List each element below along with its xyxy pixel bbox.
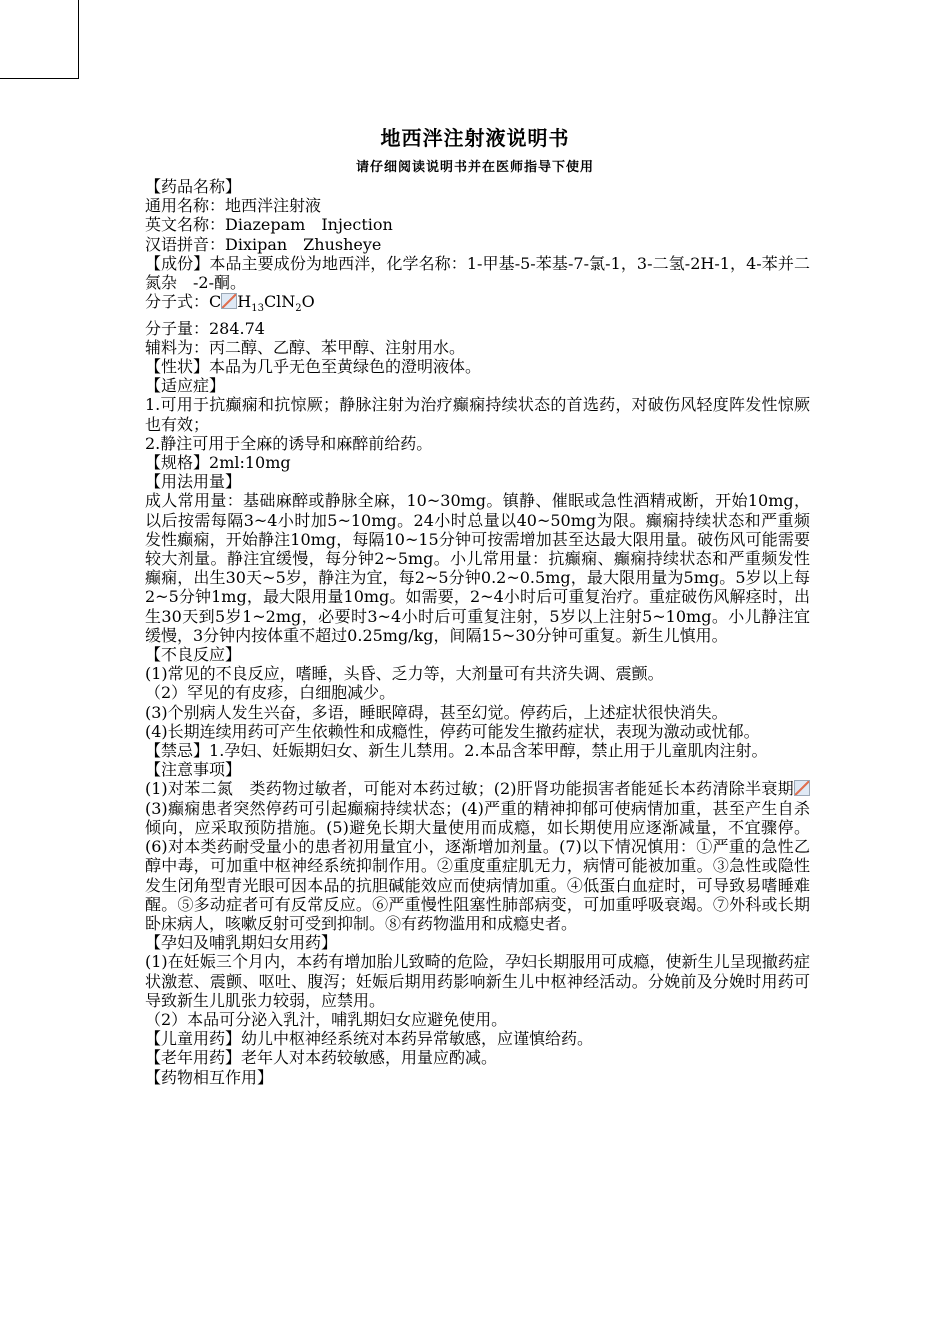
precautions-part-a: (1)对苯二氮 类药物过敏者，可能对本药过敏；(2)肝肾功能损害者能延长本药清除半衰期 — [145, 779, 794, 799]
elderly-label: 【老年用药】 — [145, 1048, 242, 1068]
excipients: 辅料为：丙二醇、乙醇、苯甲醇、注射用水。 — [145, 337, 466, 357]
elderly-text: 老年人对本药较敏感，用量应酌减。 — [241, 1048, 498, 1068]
adverse-item-2: （2）罕见的有皮疹，白细胞减少。 — [145, 683, 396, 703]
molecular-formula — [145, 292, 810, 318]
document-body — [145, 177, 810, 1087]
document-subtitle: 请仔细阅读说明书并在医师指导下使用 — [355, 160, 594, 175]
children-text: 幼儿中枢神经系统对本药异常敏感，应谨慎给药。 — [241, 1029, 594, 1049]
adverse-item-3: (3)个别病人发生兴奋，多语，睡眠障碍，甚至幻觉。停药后，上述症状很快消失。 — [145, 702, 728, 722]
character-text: 本品为几乎无色至黄绿色的澄明液体。 — [209, 357, 482, 377]
adverse-heading: 【不良反应】 — [145, 645, 242, 665]
adverse-item-4: (4)长期连续用药可产生依赖性和成瘾性，停药可能发生撤药症状，表现为激动或忧郁。 — [145, 721, 760, 741]
contraindications-paragraph — [145, 741, 810, 760]
formula-h-subscript: 13 — [251, 303, 264, 315]
interactions-heading: 【药物相互作用】 — [145, 1067, 274, 1087]
adverse-item-1: (1)常见的不良反应，嗜睡，头昏、乏力等，大剂量可有共济失调、震颤。 — [145, 664, 664, 684]
contraindications-text: 1.孕妇、妊娠期妇女、新生儿禁用。2.本品含苯甲醇，禁止用于儿童肌肉注射。 — [209, 741, 768, 761]
indications-heading: 【适应症】 — [145, 376, 226, 396]
composition-paragraph — [145, 254, 810, 292]
pregnancy-item-1: (1)在妊娠三个月内，本药有增加胎儿致畸的危险，孕妇长期服用可成瘾，使新生儿呈现撤药症状激惹、震颤、呕吐、腹泻；妊娠后期用药影响新生儿中枢神经活动。分娩前及分娩时用药可导致新生儿肌张力较弱，应禁用。 — [145, 952, 810, 1010]
formula-h: H — [237, 292, 252, 312]
indications-item-2: 2.静注可用于全麻的诱导和麻醉前给药。 — [145, 433, 433, 453]
corner-frame-box — [0, 0, 79, 79]
broken-image-icon — [794, 780, 810, 796]
pregnancy-heading: 【孕妇及哺乳期妇女用药】 — [145, 933, 338, 953]
pinyin-name: 汉语拼音：Dixipan Zhusheye — [145, 234, 382, 254]
specification-text: 2ml:10mg — [209, 453, 291, 473]
english-name: 英文名称：Diazepam Injection — [145, 215, 393, 235]
dosage-text: 成人常用量：基础麻醉或静脉全麻，10~30mg。镇静、催眠或急性酒精戒断，开始10mg，以后按需每隔3~4小时加5~10mg。24小时总量以40~50mg为限。癫痫持续状态和严重频发性癫痫，开始静注10mg，每隔10~15分钟可按需增加甚至达最大限用量。破伤风可能需要较大剂量。静注宜缓慢，每分钟2~5mg。小儿常用量：抗癫痫、癫痫持续状态和严重频发性癫痫，出生30天~5岁，静注为宜，每2~5分钟0.2~0.5mg，最大限用量为5mg。5岁以上每2~5分钟1mg，最大限用量10mg。如需要，2~4小时后可重复治疗。重症破伤风解痉时，出生30天到5岁1~2mg，必要时3~4小时后可重复注射，5岁以上注射5~10mg。小儿静注宜缓慢，3分钟内按体重不超过0.25mg/kg，间隔15~30分钟可重复。新生儿慎用。 — [145, 491, 810, 645]
drug-name-heading: 【药品名称】 — [145, 177, 242, 196]
precautions-heading: 【注意事项】 — [145, 760, 242, 780]
broken-image-icon — [221, 293, 237, 309]
molecular-weight: 分子量：284.74 — [145, 318, 265, 338]
children-paragraph — [145, 1029, 810, 1048]
character-paragraph — [145, 357, 810, 376]
character-label: 【性状】 — [145, 357, 210, 377]
dosage-heading: 【用法用量】 — [145, 472, 242, 492]
composition-text: 本品主要成份为地西泮，化学名称：1-甲基-5-苯基-7-氯-1，3-二氢-2H-1，4-苯并二氮杂 -2-酮。 — [145, 253, 810, 293]
indications-item-1: 1.可用于抗癫痫和抗惊厥；静脉注射为治疗癫痫持续状态的首选药，对破伤风轻度阵发性惊厥也有效； — [145, 395, 810, 434]
specification-paragraph — [145, 453, 810, 472]
composition-label: 【成份】 — [145, 253, 210, 273]
precautions-part-b: (3)癫痫患者突然停药可引起癫痫持续状态；(4)严重的精神抑郁可使病情加重，甚至产生自杀倾向，应采取预防措施。(5)避免长期大量使用而成瘾，如长期使用应逐渐减量，不宜骤停。(6)对本类药耐受量小的患者初用量宜小，逐渐增加剂量。(7)以下情况慎用：①严重的急性乙醇中毒，可加重中枢神经系统抑制作用。②重度重症肌无力，病情可能被加重。③急性或隐性发生闭角型青光眼可因本品的抗胆碱能效应而使病情加重。④低蛋白血症时，可导致易嗜睡难醒。⑤多动症者可有反常反应。⑥严重慢性阻塞性肺部病变，可加重呼吸衰竭。⑦外科或长期卧床病人，咳嗽反射可受到抑制。⑧有药物滥用和成瘾史者。 — [145, 798, 810, 933]
contraindications-label: 【禁忌】 — [145, 741, 210, 761]
specification-label: 【规格】 — [145, 453, 210, 473]
pregnancy-item-2: （2）本品可分泌入乳汁，哺乳期妇女应避免使用。 — [145, 1009, 508, 1029]
document-title: 地西泮注射液说明书 — [380, 126, 570, 150]
precautions-text — [145, 779, 810, 933]
generic-name: 通用名称：地西泮注射液 — [145, 196, 322, 216]
elderly-paragraph — [145, 1048, 810, 1067]
formula-o: O — [301, 292, 315, 312]
formula-n-subscript: 2 — [295, 303, 302, 315]
formula-cl: ClN — [263, 292, 296, 312]
children-label: 【儿童用药】 — [145, 1029, 242, 1049]
formula-prefix: 分子式：C — [145, 292, 222, 312]
